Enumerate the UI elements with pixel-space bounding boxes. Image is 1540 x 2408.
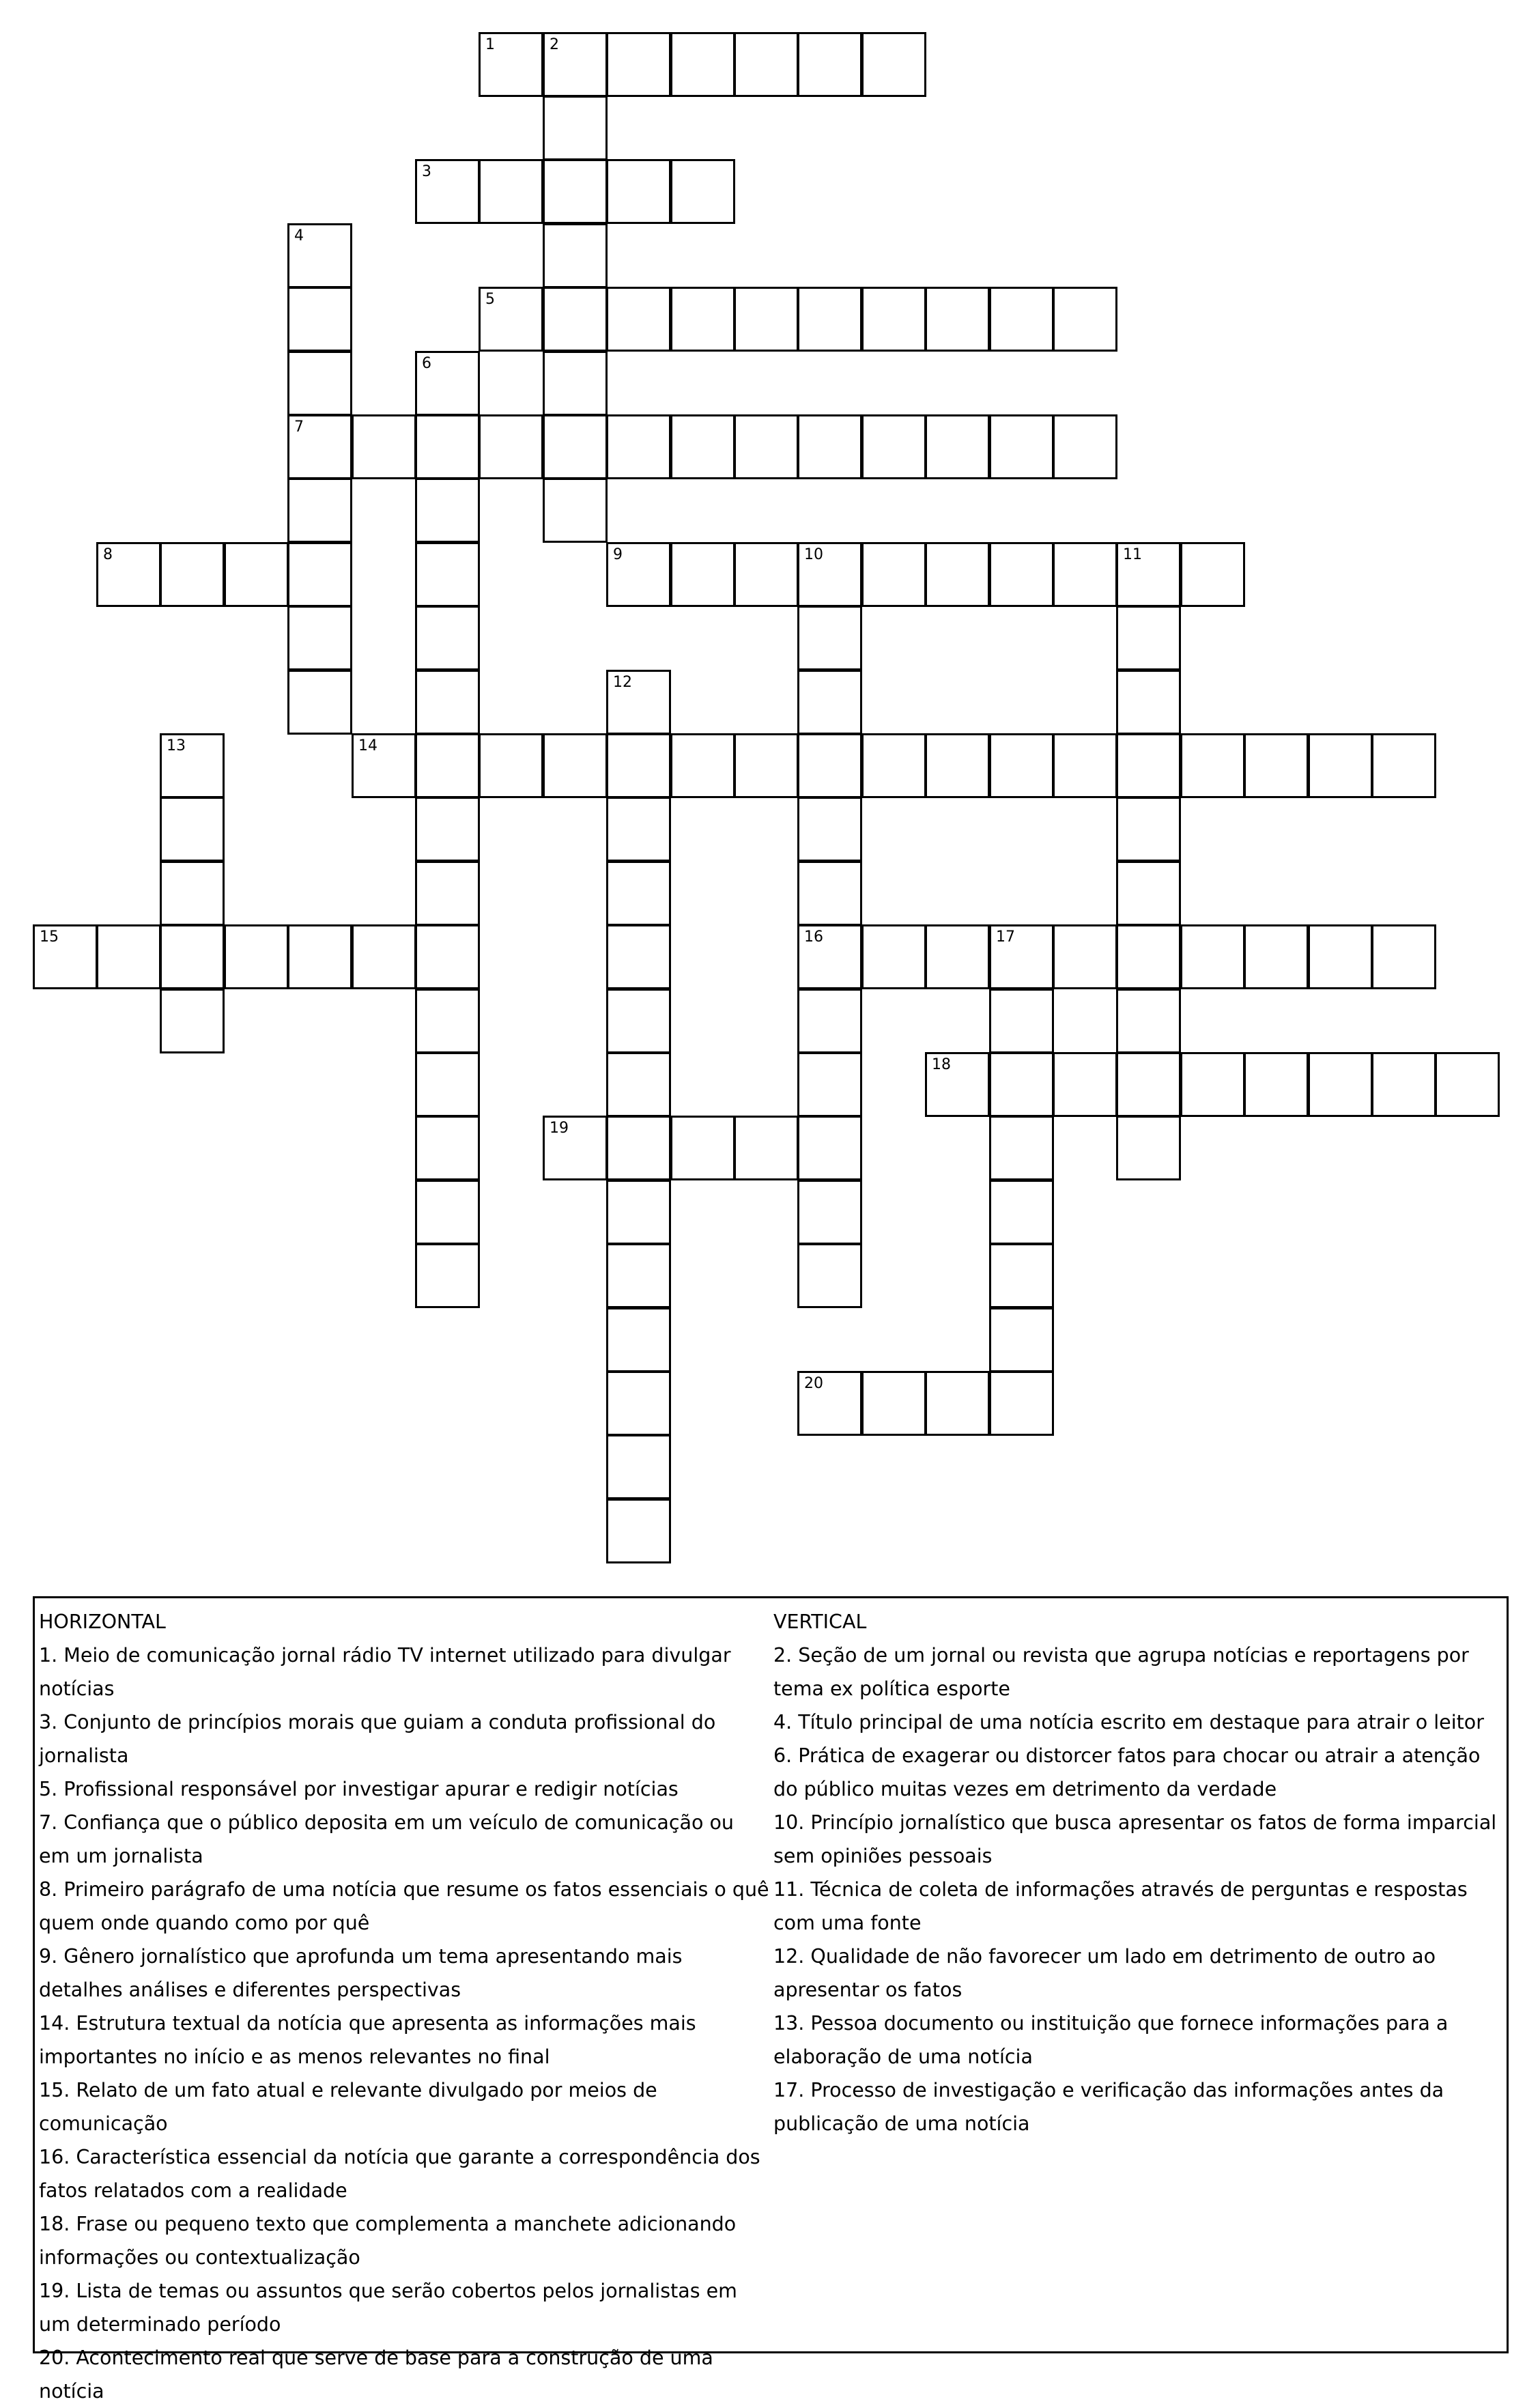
crossword-cell[interactable]: [415, 733, 480, 798]
clue-horizontal: 1. Meio de comunicação jornal rádio TV internet utilizado para divulgar notícias: [39, 1644, 731, 1700]
crossword-cell[interactable]: [287, 414, 352, 479]
crossword-cell[interactable]: [989, 1371, 1054, 1436]
crossword-cell[interactable]: [160, 989, 225, 1053]
crossword-cell[interactable]: [670, 542, 735, 607]
crossword-cell[interactable]: [415, 414, 480, 479]
crossword-cell[interactable]: [543, 414, 608, 479]
crossword-cell[interactable]: [1180, 542, 1245, 607]
vertical-clues-column: [773, 1605, 1508, 2140]
clue-horizontal: 14. Estrutura textual da notícia que apresenta as informações mais importantes no início e as menos relevantes no final: [39, 2012, 696, 2068]
clue-vertical: 6. Prática de exagerar ou distorcer fatos para chocar ou atrair a atenção do público muitas vezes em detrimento da verdade: [773, 1744, 1481, 1800]
clue-horizontal: 16. Característica essencial da notícia que garante a correspondência dos fatos relatados com a realidade: [39, 2146, 760, 2202]
clue-horizontal: 8. Primeiro parágrafo de uma notícia que resume os fatos essenciais o quê quem onde quando como por quê: [39, 1878, 769, 1934]
crossword-cell[interactable]: [606, 1499, 671, 1563]
crossword-cell[interactable]: [797, 1116, 862, 1180]
crossword-cell[interactable]: [797, 924, 862, 989]
crossword-cell[interactable]: [670, 32, 735, 97]
crossword-cell[interactable]: [1053, 733, 1117, 798]
crossword-cell[interactable]: [861, 287, 926, 352]
crossword-cell[interactable]: [1180, 1052, 1245, 1117]
crossword-cell[interactable]: [606, 1307, 671, 1372]
clue-number: 19: [550, 1120, 569, 1137]
crossword-cell[interactable]: [224, 542, 289, 607]
clue-horizontal: 5. Profissional responsável por investigar apurar e redigir notícias: [39, 1778, 679, 1800]
crossword-cell[interactable]: [670, 159, 735, 224]
crossword-cell[interactable]: [925, 924, 990, 989]
clue-horizontal: 20. Acontecimento real que serve de base para a construção de uma notícia: [39, 2347, 713, 2403]
crossword-cell[interactable]: [606, 1052, 671, 1117]
clue-number: 17: [996, 929, 1015, 946]
crossword-cell[interactable]: [287, 606, 352, 670]
crossword-cell[interactable]: [543, 733, 608, 798]
clue-vertical: 2. Seção de um jornal ou revista que agrupa notícias e reportagens por tema ex política esporte: [773, 1644, 1469, 1700]
crossword-cell[interactable]: [925, 1052, 990, 1117]
clue-vertical: 12. Qualidade de não favorecer um lado em detrimento de outro ao apresentar os fatos: [773, 1945, 1436, 2001]
crossword-cell[interactable]: [925, 287, 990, 352]
clue-horizontal: 3. Conjunto de princípios morais que guiam a conduta profissional do jornalista: [39, 1711, 716, 1767]
crossword-cell[interactable]: [1244, 733, 1309, 798]
crossword-cell[interactable]: [606, 1243, 671, 1308]
crossword-cell[interactable]: [287, 223, 352, 288]
crossword-cell[interactable]: [96, 542, 161, 607]
crossword-cell[interactable]: [479, 159, 543, 224]
crossword-cell[interactable]: [606, 1371, 671, 1436]
crossword-cell[interactable]: [606, 1434, 671, 1499]
crossword-cell[interactable]: [989, 542, 1054, 607]
clue-vertical: 11. Técnica de coleta de informações através de perguntas e respostas com uma fonte: [773, 1878, 1468, 1934]
crossword-cell[interactable]: [224, 924, 289, 989]
crossword-cell[interactable]: [479, 32, 543, 97]
crossword-cell[interactable]: [1116, 1052, 1181, 1117]
crossword-cell[interactable]: [287, 924, 352, 989]
crossword-cell[interactable]: [989, 287, 1054, 352]
crossword-cell[interactable]: [797, 1052, 862, 1117]
crossword-cell[interactable]: [606, 542, 671, 607]
crossword-cell[interactable]: [797, 989, 862, 1053]
crossword-cell[interactable]: [734, 1116, 799, 1180]
crossword-cell[interactable]: [734, 542, 799, 607]
crossword-cell[interactable]: [1053, 542, 1117, 607]
crossword-cell[interactable]: [797, 797, 862, 862]
clue-number: 2: [550, 36, 559, 53]
crossword-cell[interactable]: [352, 414, 416, 479]
crossword-cell[interactable]: [734, 414, 799, 479]
crossword-cell[interactable]: [989, 989, 1054, 1053]
clue-vertical: 10. Princípio jornalístico que busca apresentar os fatos de forma imparcial sem opiniões pessoais: [773, 1811, 1497, 1867]
crossword-cell[interactable]: [797, 287, 862, 352]
crossword-cell[interactable]: [606, 1116, 671, 1180]
crossword-cell[interactable]: [415, 797, 480, 862]
crossword-cell[interactable]: [543, 96, 608, 160]
horizontal-clues-column: [39, 1605, 769, 2408]
crossword-cell[interactable]: [287, 670, 352, 735]
crossword-cell[interactable]: [287, 351, 352, 416]
clue-number: 1: [485, 36, 495, 53]
crossword-cell[interactable]: [1435, 1052, 1500, 1117]
crossword-cell[interactable]: [606, 733, 671, 798]
crossword-cell[interactable]: [989, 1116, 1054, 1180]
crossword-cell[interactable]: [415, 861, 480, 926]
crossword-cell[interactable]: [543, 32, 608, 97]
crossword-cell[interactable]: [33, 924, 98, 989]
crossword-cell[interactable]: [1371, 924, 1436, 989]
crossword-cell[interactable]: [1116, 924, 1181, 989]
horizontal-heading: HORIZONTAL: [39, 1611, 166, 1633]
crossword-cell[interactable]: [287, 542, 352, 607]
crossword-cell[interactable]: [415, 1052, 480, 1117]
crossword-cell[interactable]: [925, 414, 990, 479]
clue-vertical: 17. Processo de investigação e verificação das informações antes da publicação de uma notícia: [773, 2079, 1444, 2135]
crossword-cell[interactable]: [543, 287, 608, 352]
crossword-cell[interactable]: [415, 1180, 480, 1245]
crossword-cell[interactable]: [415, 351, 480, 416]
crossword-cell[interactable]: [670, 1116, 735, 1180]
clue-number: 18: [932, 1056, 951, 1073]
crossword-cell[interactable]: [989, 924, 1054, 989]
crossword-cell[interactable]: [415, 670, 480, 735]
crossword-cell[interactable]: [1116, 797, 1181, 862]
crossword-cell[interactable]: [96, 924, 161, 989]
crossword-cell[interactable]: [415, 606, 480, 670]
crossword-cell[interactable]: [287, 478, 352, 543]
crossword-cell[interactable]: [925, 542, 990, 607]
clue-horizontal: 18. Frase ou pequeno texto que complementa a manchete adicionando informações ou contextualização: [39, 2213, 737, 2269]
crossword-cell[interactable]: [925, 1371, 990, 1436]
crossword-cell[interactable]: [160, 542, 225, 607]
crossword-cell[interactable]: [861, 733, 926, 798]
crossword-cell[interactable]: [415, 1243, 480, 1308]
crossword-cell[interactable]: [734, 733, 799, 798]
crossword-cell[interactable]: [1053, 1052, 1117, 1117]
crossword-cell[interactable]: [415, 1116, 480, 1180]
crossword-cell[interactable]: [1308, 1052, 1373, 1117]
crossword-cell[interactable]: [1244, 1052, 1309, 1117]
clue-number: 9: [613, 546, 623, 563]
crossword-cell[interactable]: [1116, 1116, 1181, 1180]
crossword-cell[interactable]: [1371, 733, 1436, 798]
crossword-cell[interactable]: [160, 861, 225, 926]
clue-number: 8: [103, 546, 113, 563]
crossword-cell[interactable]: [989, 1307, 1054, 1372]
clue-number: 16: [804, 929, 823, 946]
crossword-cell[interactable]: [606, 32, 671, 97]
crossword-cell[interactable]: [1116, 861, 1181, 926]
crossword-cell[interactable]: [797, 670, 862, 735]
crossword-cell[interactable]: [606, 861, 671, 926]
crossword-cell[interactable]: [925, 733, 990, 798]
crossword-cell[interactable]: [543, 159, 608, 224]
crossword-cell[interactable]: [606, 414, 671, 479]
crossword-cell[interactable]: [160, 797, 225, 862]
crossword-cell[interactable]: [1116, 670, 1181, 735]
crossword-cell[interactable]: [1244, 924, 1309, 989]
crossword-cell[interactable]: [989, 733, 1054, 798]
crossword-cell[interactable]: [797, 542, 862, 607]
clue-vertical: 13. Pessoa documento ou instituição que fornece informações para a elaboração de uma notícia: [773, 2012, 1449, 2068]
crossword-cell[interactable]: [479, 414, 543, 479]
clue-horizontal: 15. Relato de um fato atual e relevante divulgado por meios de comunicação: [39, 2079, 657, 2135]
crossword-cell[interactable]: [797, 1371, 862, 1436]
crossword-cell[interactable]: [861, 414, 926, 479]
crossword-cell[interactable]: [415, 989, 480, 1053]
clue-number: 10: [804, 546, 823, 563]
crossword-cell[interactable]: [1053, 414, 1117, 479]
crossword-cell[interactable]: [989, 1180, 1054, 1245]
crossword-cell[interactable]: [1116, 606, 1181, 670]
crossword-cell[interactable]: [670, 287, 735, 352]
crossword-cell[interactable]: [543, 1116, 608, 1180]
crossword-cell[interactable]: [415, 542, 480, 607]
crossword-cell[interactable]: [1116, 733, 1181, 798]
crossword-cell[interactable]: [606, 797, 671, 862]
crossword-cell[interactable]: [1116, 989, 1181, 1053]
crossword-cell[interactable]: [606, 287, 671, 352]
crossword-cell[interactable]: [1180, 733, 1245, 798]
crossword-cell[interactable]: [797, 1243, 862, 1308]
crossword-cell[interactable]: [415, 478, 480, 543]
clue-number: 11: [1123, 546, 1142, 563]
clue-horizontal: 19. Lista de temas ou assuntos que serão cobertos pelos jornalistas em um determinado período: [39, 2280, 737, 2336]
crossword-cell[interactable]: [797, 414, 862, 479]
crossword-cell[interactable]: [861, 924, 926, 989]
crossword-cell[interactable]: [797, 1180, 862, 1245]
crossword-cell[interactable]: [989, 1243, 1054, 1308]
clue-number: 7: [294, 419, 304, 436]
vertical-heading: VERTICAL: [773, 1611, 867, 1633]
crossword-cell[interactable]: [861, 542, 926, 607]
crossword-cell[interactable]: [479, 287, 543, 352]
clue-number: 6: [422, 355, 431, 372]
clue-number: 15: [40, 929, 59, 946]
crossword-cell[interactable]: [1053, 924, 1117, 989]
crossword-cell[interactable]: [543, 478, 608, 543]
crossword-cell[interactable]: [352, 924, 416, 989]
crossword-cell[interactable]: [287, 287, 352, 352]
crossword-cell[interactable]: [352, 733, 416, 798]
crossword-cell[interactable]: [734, 32, 799, 97]
crossword-cell[interactable]: [160, 733, 225, 798]
crossword-cell[interactable]: [797, 32, 862, 97]
crossword-cell[interactable]: [606, 989, 671, 1053]
crossword-cell[interactable]: [1308, 733, 1373, 798]
crossword-cell[interactable]: [1371, 1052, 1436, 1117]
crossword-cell[interactable]: [734, 287, 799, 352]
crossword-cell[interactable]: [670, 414, 735, 479]
crossword-cell[interactable]: [479, 733, 543, 798]
clue-number: 5: [485, 291, 495, 308]
crossword-cell[interactable]: [606, 670, 671, 735]
crossword-cell[interactable]: [670, 733, 735, 798]
clue-number: 13: [167, 737, 186, 754]
crossword-cell[interactable]: [415, 924, 480, 989]
clue-horizontal: 9. Gênero jornalístico que aprofunda um tema apresentando mais detalhes análises e diferentes perspectivas: [39, 1945, 683, 2001]
crossword-cell[interactable]: [1308, 924, 1373, 989]
crossword-cell[interactable]: [543, 223, 608, 288]
crossword-cell[interactable]: [861, 32, 926, 97]
crossword-cell[interactable]: [989, 1052, 1054, 1117]
crossword-cell[interactable]: [606, 1180, 671, 1245]
clue-number: 12: [613, 674, 632, 691]
clues-box: [33, 1596, 1509, 2403]
crossword-cell[interactable]: [861, 1371, 926, 1436]
clue-vertical: 4. Título principal de uma notícia escrito em destaque para atrair o leitor: [773, 1711, 1484, 1733]
crossword-cell[interactable]: [415, 159, 480, 224]
crossword-cell[interactable]: [797, 861, 862, 926]
clue-number: 4: [294, 227, 304, 244]
crossword-cell[interactable]: [606, 159, 671, 224]
crossword-cell[interactable]: [797, 606, 862, 670]
clue-number: 3: [422, 163, 431, 180]
crossword-cell[interactable]: [989, 414, 1054, 479]
clue-number: 20: [804, 1375, 823, 1392]
crossword-cell[interactable]: [1053, 287, 1117, 352]
crossword-cell[interactable]: [797, 733, 862, 798]
crossword-cell[interactable]: [160, 924, 225, 989]
crossword-cell[interactable]: [1116, 542, 1181, 607]
clue-horizontal: 7. Confiança que o público deposita em um veículo de comunicação ou em um jornalista: [39, 1811, 734, 1867]
clue-number: 14: [358, 737, 377, 754]
crossword-cell[interactable]: [1180, 924, 1245, 989]
crossword-cell[interactable]: [606, 924, 671, 989]
crossword-cell[interactable]: [543, 351, 608, 416]
